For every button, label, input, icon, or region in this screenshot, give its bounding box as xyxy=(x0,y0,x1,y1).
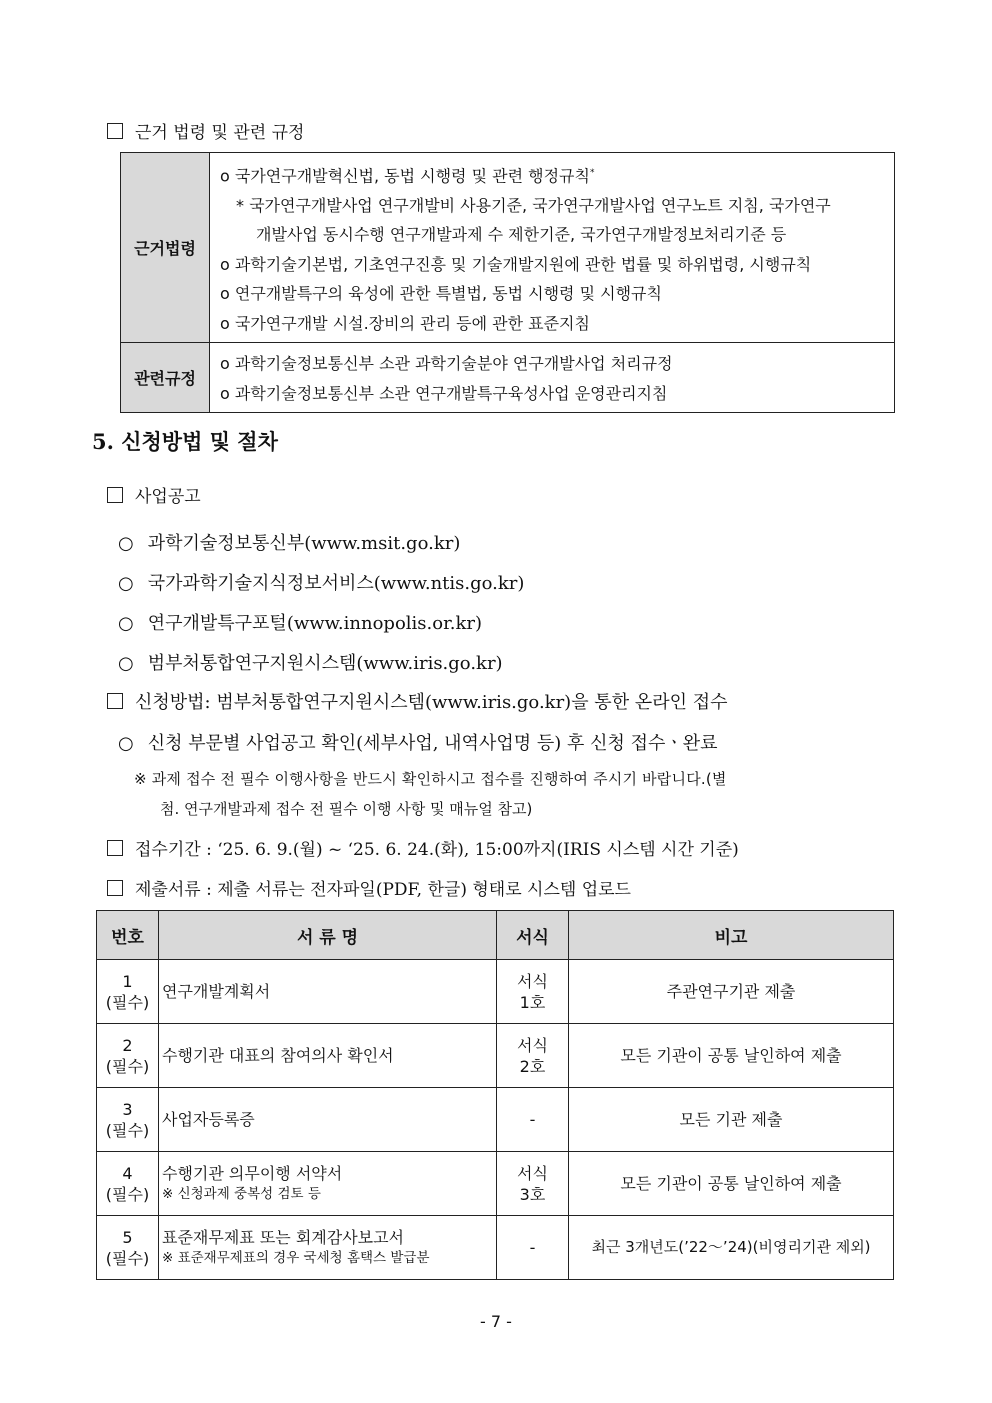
row-note-text: ※ 신청과제 중복성 검토 등 xyxy=(162,1185,321,1202)
row-form xyxy=(497,1216,569,1280)
basis-items-law xyxy=(210,153,895,343)
basis-item: * 국가연구개발사업 연구개발비 사용기준, 국가연구개발사업 연구노트 지침, 국가연구 xyxy=(236,195,831,215)
documents-table-header xyxy=(97,911,894,960)
documents-heading xyxy=(107,875,631,900)
circle-bullet-icon: ○ xyxy=(118,533,134,554)
method-item-text: 신청 부문별 사업공고 확인(세부사업, 내역사업명 등) 후 신청 접수ㆍ완료 xyxy=(147,733,718,754)
table-row xyxy=(97,1024,894,1088)
footnote-mark: * xyxy=(589,168,595,178)
circle-bullet-icon: ○ xyxy=(118,613,134,634)
row-form xyxy=(497,1152,569,1216)
checkbox-square-icon xyxy=(107,880,123,896)
notice-heading-text: 사업공고 xyxy=(135,487,201,507)
row-form xyxy=(497,960,569,1024)
row-form-text: 서식 xyxy=(517,1035,548,1055)
row-name xyxy=(159,1088,497,1152)
basis-heading-text: 근거 법령 및 관련 규정 xyxy=(135,123,305,143)
table-row xyxy=(97,1152,894,1216)
checkbox-square-icon xyxy=(107,123,123,139)
row-remark: 모든 기관이 공통 날인하여 제출 xyxy=(569,1024,894,1088)
section-title: 5. 신청방법 및 절차 xyxy=(92,429,278,454)
row-no-text: 5 xyxy=(122,1227,133,1247)
notice-item xyxy=(118,609,482,635)
row-form-no: 3호 xyxy=(519,1184,546,1204)
basis-item: o 과학기술기본법, 기초연구진흥 및 기술개발지원에 관한 법률 및 하위법령, 시행규칙 xyxy=(220,254,812,274)
notice-item xyxy=(118,529,460,555)
page-number: - 7 - xyxy=(480,1312,512,1331)
basis-item: o 과학기술정보통신부 소관 연구개발특구육성사업 운영관리지침 xyxy=(220,383,668,403)
basis-item xyxy=(220,159,888,191)
documents-heading-text: 제출서류 : 제출 서류는 전자파일(PDF, 한글) 형태로 시스템 업로드 xyxy=(135,880,631,900)
row-name-text: 수행기관 대표의 참여의사 확인서 xyxy=(162,1046,394,1065)
row-name xyxy=(159,960,497,1024)
row-name xyxy=(159,1216,497,1280)
row-form-no: 1호 xyxy=(519,992,546,1012)
period-text: 접수기간 : ‘25. 6. 9.(월) ~ ‘25. 6. 24.(화), 15:00까지(IRIS 시스템 시간 기준) xyxy=(135,840,739,860)
notice-item-text: 국가과학기술지식정보서비스(www.ntis.go.kr) xyxy=(147,573,525,594)
checkbox-square-icon xyxy=(107,487,123,503)
documents-table xyxy=(96,910,894,1280)
row-no xyxy=(97,1216,159,1280)
notice-item-text: 과학기술정보통신부(www.msit.go.kr) xyxy=(147,533,461,554)
basis-row-law xyxy=(121,153,895,343)
basis-item: o 연구개발특구의 육성에 관한 특별법, 동법 시행령 및 시행규칙 xyxy=(220,284,662,304)
basis-item: o 국가연구개발 시설.장비의 관리 등에 관한 표준지침 xyxy=(220,313,590,333)
row-remark: 최근 3개년도(’22～’24)(비영리기관 제외) xyxy=(569,1216,894,1280)
circle-bullet-icon: ○ xyxy=(118,573,134,594)
row-note-text: ※ 표준재무제표의 경우 국세청 홈택스 발급분 xyxy=(162,1249,430,1266)
row-name-text: 수행기관 의무이행 서약서 xyxy=(162,1163,343,1183)
notice-item-text: 범부처통합연구지원시스템(www.iris.go.kr) xyxy=(147,653,503,674)
basis-row-rules xyxy=(121,343,895,413)
row-no xyxy=(97,1088,159,1152)
method-heading xyxy=(107,688,727,714)
row-form xyxy=(497,1024,569,1088)
row-no-text: 1 xyxy=(122,971,133,991)
basis-heading xyxy=(107,118,304,143)
row-req-text: (필수) xyxy=(105,1184,150,1204)
notice-item xyxy=(118,649,503,675)
row-form-text: - xyxy=(529,1110,536,1129)
method-heading-text: 신청방법: 범부처통합연구지원시스템(www.iris.go.kr)을 통한 온라인 접수 xyxy=(135,692,728,713)
row-no-text: 4 xyxy=(122,1163,133,1183)
period xyxy=(107,835,739,860)
basis-item-text: o 국가연구개발혁신법, 동법 시행령 및 관련 행정규칙 xyxy=(220,166,590,186)
checkbox-square-icon xyxy=(107,840,123,856)
row-name-text: 연구개발계획서 xyxy=(162,982,271,1001)
row-no xyxy=(97,1024,159,1088)
row-form xyxy=(497,1088,569,1152)
row-req-text: (필수) xyxy=(105,1248,150,1268)
basis-label-rules: 관련규정 xyxy=(121,343,210,413)
checkbox-square-icon xyxy=(107,693,123,709)
basis-items-rules xyxy=(210,343,895,413)
notice-item-text: 연구개발특구포털(www.innopolis.or.kr) xyxy=(147,613,482,634)
row-name-text: 표준재무제표 또는 회계감사보고서 xyxy=(162,1227,405,1247)
row-name-text: 사업자등록증 xyxy=(162,1110,255,1129)
method-note-line1: ※ 과제 접수 전 필수 이행사항을 반드시 확인하시고 접수를 진행하여 주시기 바랍니다.(별 xyxy=(134,770,727,788)
circle-bullet-icon: ○ xyxy=(118,653,134,674)
row-form-text: 서식 xyxy=(517,971,548,991)
row-no xyxy=(97,1152,159,1216)
header-remark: 비고 xyxy=(569,911,894,960)
table-row xyxy=(97,1216,894,1280)
row-no-text: 3 xyxy=(122,1099,133,1119)
row-no-text: 2 xyxy=(122,1035,133,1055)
basis-table xyxy=(120,152,895,413)
row-form-text: - xyxy=(529,1238,536,1257)
table-row xyxy=(97,1088,894,1152)
header-name: 서 류 명 xyxy=(159,911,497,960)
row-name xyxy=(159,1152,497,1216)
circle-bullet-icon: ○ xyxy=(118,733,134,754)
row-req-text: (필수) xyxy=(105,1120,150,1140)
basis-item: o 과학기술정보통신부 소관 과학기술분야 연구개발사업 처리규정 xyxy=(220,354,673,374)
row-remark: 모든 기관 제출 xyxy=(569,1088,894,1152)
row-no xyxy=(97,960,159,1024)
notice-heading xyxy=(107,482,201,507)
row-form-text: 서식 xyxy=(517,1163,548,1183)
header-form: 서식 xyxy=(497,911,569,960)
row-form-no: 2호 xyxy=(519,1056,546,1076)
basis-item: 개발사업 동시수행 연구개발과제 수 제한기준, 국가연구개발정보처리기준 등 xyxy=(256,225,787,245)
row-remark: 모든 기관이 공통 날인하여 제출 xyxy=(569,1152,894,1216)
header-no: 번호 xyxy=(97,911,159,960)
row-remark: 주관연구기관 제출 xyxy=(569,960,894,1024)
table-row xyxy=(97,960,894,1024)
row-req-text: (필수) xyxy=(105,992,150,1012)
method-item xyxy=(118,729,718,755)
method-note-line2: 첨. 연구개발과제 접수 전 필수 이행 사항 및 매뉴얼 참고) xyxy=(160,800,533,818)
basis-label-law: 근거법령 xyxy=(121,153,210,343)
row-name xyxy=(159,1024,497,1088)
row-req-text: (필수) xyxy=(105,1056,150,1076)
notice-item xyxy=(118,569,524,595)
